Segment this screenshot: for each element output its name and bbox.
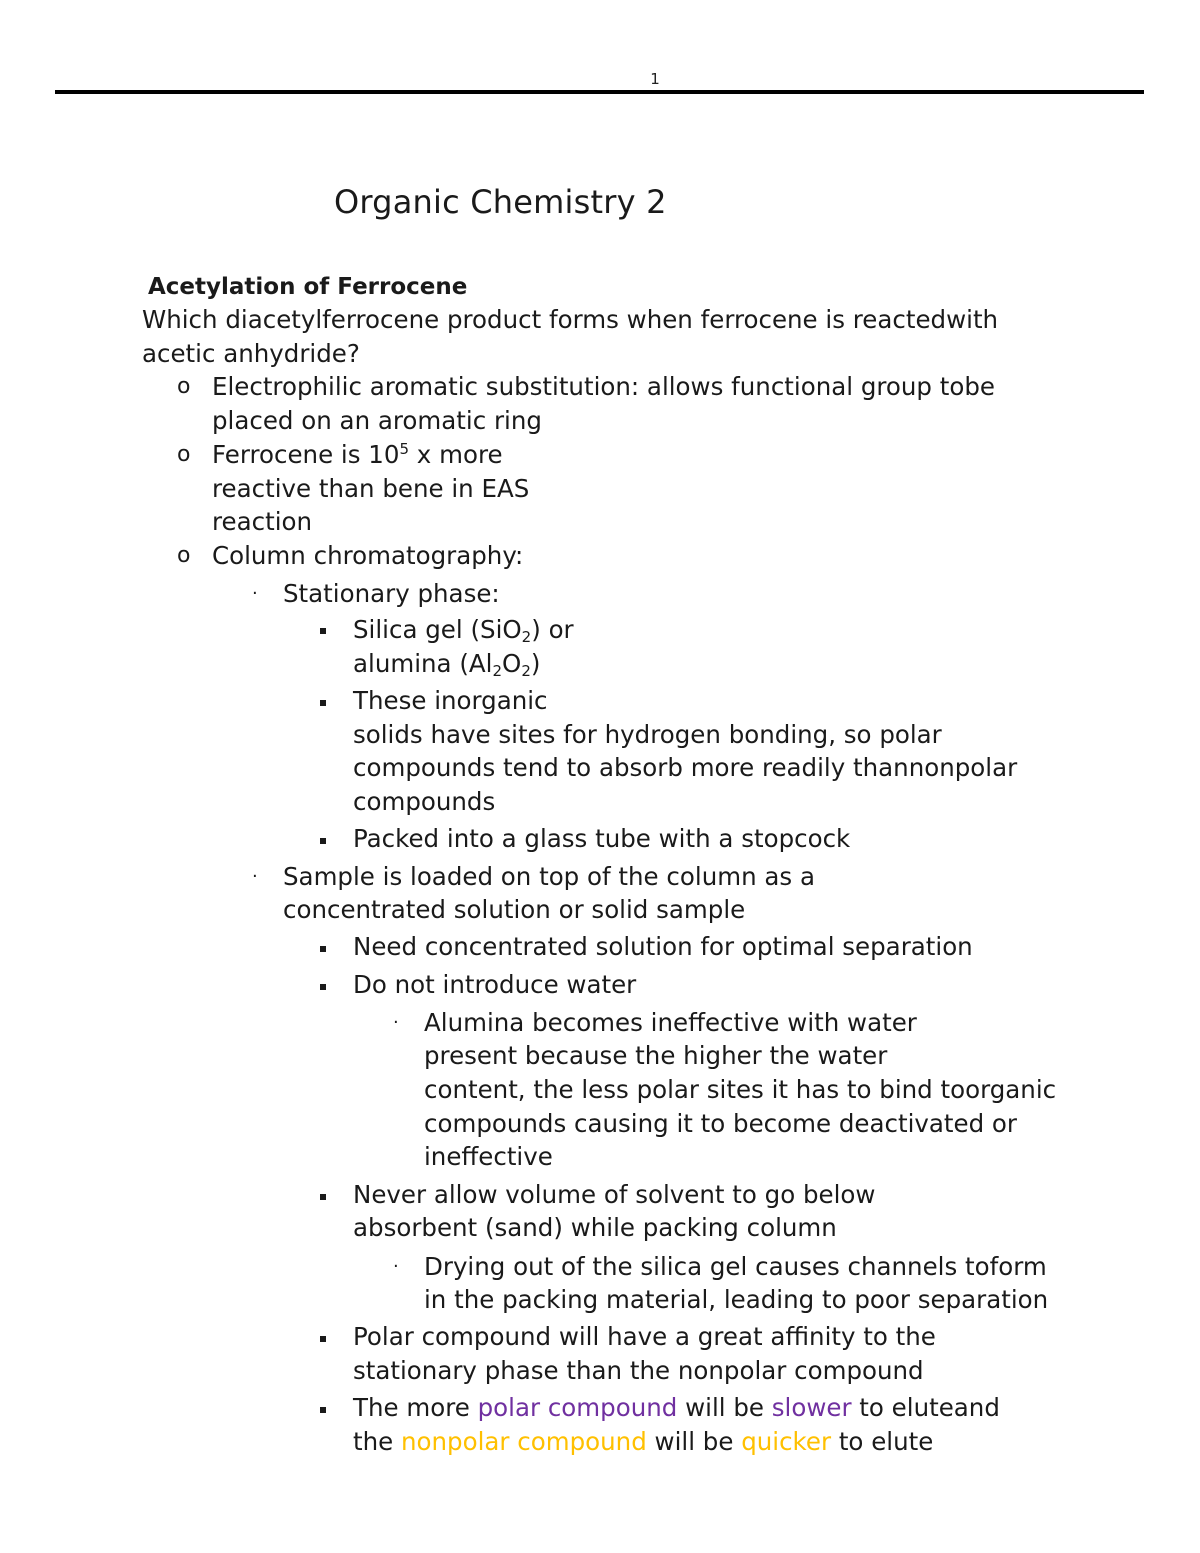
exponent: 5	[399, 440, 410, 458]
ferrocene-line-1: Ferrocene is $10^5$ x more	[212, 440, 503, 469]
polar-line-2: stationary phase than the nonpolar compound	[353, 1356, 924, 1385]
header-rule	[55, 90, 1144, 94]
alumina-line-3: content, the less polar sites it has to bind toorganic	[424, 1075, 1057, 1104]
bullet-dot: ·	[252, 866, 258, 887]
more-line-1: The more polar compound will be slower to eluteand	[353, 1393, 1000, 1422]
inorganic-line-2: solids have sites for hydrogen bonding, so polar	[353, 720, 942, 749]
bullet-square	[320, 628, 326, 634]
bullet-o: o	[177, 543, 191, 568]
eas-line-2: placed on an aromatic ring	[212, 406, 542, 435]
bullet-square	[320, 1407, 326, 1413]
bullet-dot: ·	[393, 1012, 399, 1033]
polar-line-1: Polar compound will have a great affinity to the	[353, 1322, 936, 1351]
quicker-highlight: quicker	[741, 1427, 832, 1456]
slower-highlight: slower	[771, 1393, 852, 1422]
nonpolar-compound-highlight: nonpolar compound	[401, 1427, 647, 1456]
question-line-1: Which diacetylferrocene product forms when ferrocene is reactedwith	[142, 305, 999, 334]
stationary-label: Stationary phase:	[283, 579, 500, 608]
sample-line-2: concentrated solution or solid sample	[283, 895, 746, 924]
silica-line-2: alumina $(Al_2O_2)$	[353, 649, 541, 680]
bullet-o: o	[177, 442, 191, 467]
never-line-1: Never allow volume of solvent to go below	[353, 1180, 876, 1209]
bullet-square	[320, 1194, 326, 1200]
bullet-dot: ·	[393, 1256, 399, 1277]
inorganic-line-3: compounds tend to absorb more readily thannonpolar	[353, 753, 1018, 782]
section-heading: Acetylation of Ferrocene	[148, 274, 468, 300]
bullet-o: o	[177, 374, 191, 399]
polar-compound-highlight: polar compound	[477, 1393, 678, 1422]
page-number: 1	[650, 70, 660, 88]
sample-line-1: Sample is loaded on top of the column as a	[283, 862, 815, 891]
silica-line-1: Silica gel (SiO$_2$) or	[353, 615, 574, 646]
ferrocene-line-3: reaction	[212, 507, 313, 536]
column-label: Column chromatography:	[212, 541, 524, 570]
ferrocene-line-2: reactive than bene in EAS	[212, 474, 530, 503]
packed-text: Packed into a glass tube with a stopcock	[353, 824, 851, 853]
alumina-line-4: compounds causing it to become deactivated or	[424, 1109, 1017, 1138]
drying-line-2: in the packing material, leading to poor separation	[424, 1285, 1049, 1314]
inorganic-line-4: compounds	[353, 787, 496, 816]
bullet-square	[320, 838, 326, 844]
page-title: Organic Chemistry 2	[334, 183, 667, 221]
alumina-line-2: present because the higher the water	[424, 1041, 888, 1070]
bullet-square	[320, 946, 326, 952]
alumina-line-1: Alumina becomes ineffective with water	[424, 1008, 917, 1037]
alumina-line-5: ineffective	[424, 1142, 553, 1171]
bullet-dot: ·	[252, 583, 258, 604]
inorganic-line-1: These inorganic	[353, 686, 548, 715]
bullet-square	[320, 700, 326, 706]
bullet-square	[320, 1336, 326, 1342]
eas-line-1: Electrophilic aromatic substitution: allows functional group tobe	[212, 372, 995, 401]
drying-line-1: Drying out of the silica gel causes channels toform	[424, 1252, 1047, 1281]
water-text: Do not introduce water	[353, 970, 637, 999]
never-line-2: absorbent (sand) while packing column	[353, 1213, 837, 1242]
bullet-square	[320, 984, 326, 990]
need-text: Need concentrated solution for optimal separation	[353, 932, 973, 961]
more-line-2: the nonpolar compound will be quicker to elute	[353, 1427, 934, 1456]
question-line-2: acetic anhydride?	[142, 339, 360, 368]
